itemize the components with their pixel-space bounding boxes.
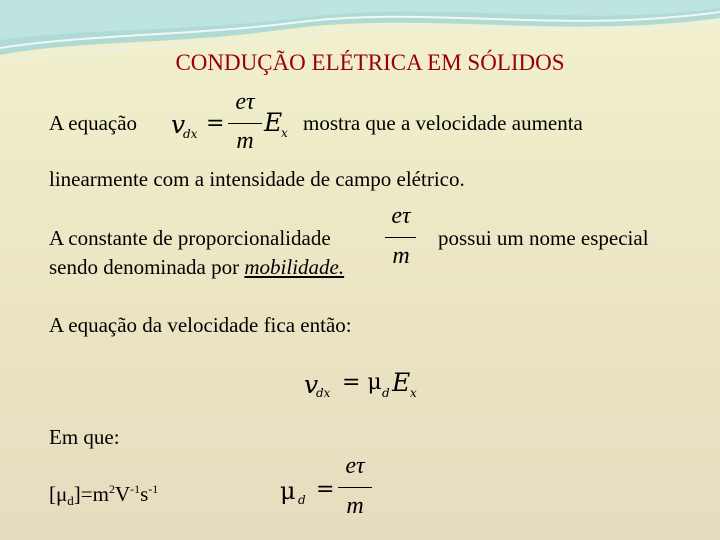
eq4-mu-sub: d [298,493,306,507]
eq4-fraction-line [338,487,372,488]
text-line3-pre: A constante de proporcionalidade [49,226,331,250]
text-line4-pre: sendo denominada por [49,255,240,279]
eq1-numerator: eτ [235,89,255,115]
units-V: V [114,482,131,506]
eq1-v: v [171,110,186,139]
slide-title: CONDUÇÃO ELÉTRICA EM SÓLIDOS [175,50,565,75]
eq1-fraction-line [228,123,262,124]
text-line2: linearmente com a intensidade de campo elétrico. [49,167,465,191]
text-line3-post: possui um nome especial [438,226,649,250]
units-exp3: -1 [148,482,159,496]
eq3-equals-mu: = μ [342,370,382,395]
eq2-numerator: eτ [391,203,411,229]
eq1-equals: = [206,111,225,136]
eq4-mu: μ [280,477,296,505]
units-mu-sub: d [67,493,74,508]
text-line4 [49,255,344,280]
eq3-v-sub: dx [316,386,331,400]
eq1-E-sub: x [281,126,288,140]
units-exp2: -1 [130,482,141,496]
text-line1-post: mostra que a velocidade aumenta [303,111,583,135]
units-s: s [140,482,149,506]
units-mu: μ [56,482,68,506]
eq4-equals: = [316,477,335,502]
eq3-mu-sub: d [382,386,390,400]
term-mobilidade: mobilidade. [244,255,345,279]
text-line1-pre: A equação [49,111,138,135]
text-line6: Em que: [49,425,120,449]
eq3-v: v [304,370,319,399]
eq3-E-sub: x [410,386,417,400]
units-exp1: 2 [108,482,115,496]
eq1-denominator: m [236,128,254,154]
units-line [49,482,158,509]
text-line5: A equação da velocidade fica então: [49,313,352,337]
eq1-v-sub: dx [183,127,198,141]
eq2-denominator: m [392,243,410,269]
units-close: ]=m [73,482,109,506]
eq1-E: E [264,108,283,137]
eq4-denominator: m [346,493,364,519]
units-open: [ [49,482,56,506]
eq4-numerator: eτ [345,453,365,479]
eq2-fraction-line [385,237,416,238]
eq3-E: E [392,368,411,397]
